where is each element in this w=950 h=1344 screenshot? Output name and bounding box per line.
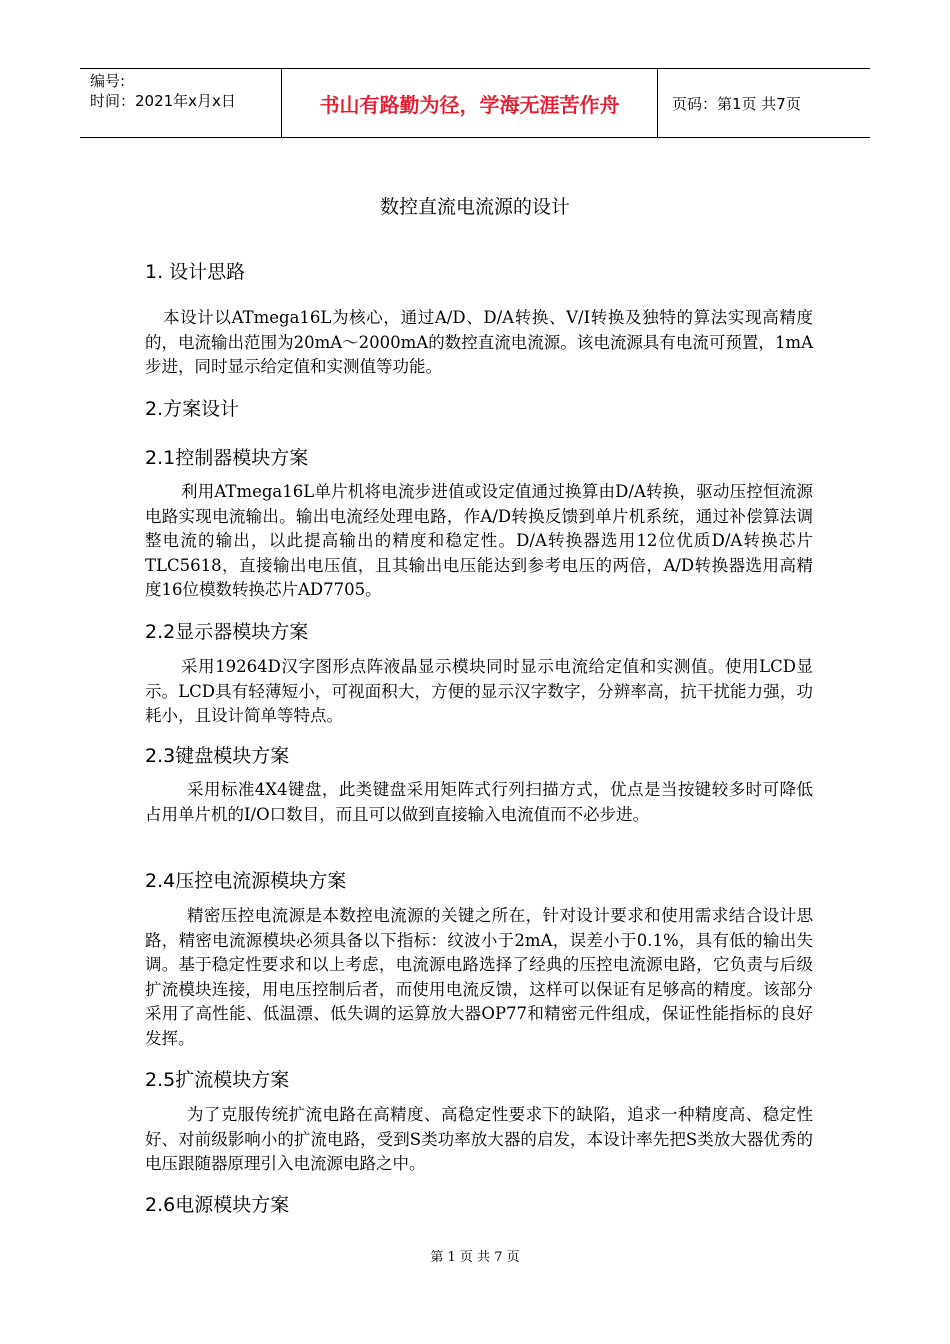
section-heading: 2.4压控电流源模块方案 (145, 870, 347, 892)
page-footer: 第 1 页 共 7 页 (430, 1250, 520, 1265)
section-heading: 2.3键盘模块方案 (145, 745, 290, 767)
section-paragraph: 精密压控电流源是本数控电流源的关键之所在，针对设计要求和使用需求结合设计思路，精密电流源模块必须具备以下指标：纹波小于2mA，误差小于0.1%，具有低的输出失调。基于稳定性要求和以上考虑，电流源电路选择了经典的压控电流源电路，它负责与后级扩流模块连接，用电压控制后者，而使用电流反馈，这样可以保证有足够高的精度。该部分采用了高性能、低温漂、低失调的运算放大器OP77和精密元件组成，保证性能指标的良好发挥。 (145, 906, 813, 1048)
page-label-text: 页码：第1页 共7页 (672, 94, 801, 113)
doc-title: 数控直流电流源的设计 (379, 196, 570, 218)
section-heading: 2.6电源模块方案 (145, 1194, 290, 1216)
section-heading: 2.1控制器模块方案 (145, 447, 309, 469)
section-paragraph: 采用19264D汉字图形点阵液晶显示模块同时显示电流给定值和实测值。使用LCD显示。LCD具有轻薄短小，可视面积大，方便的显示汉字数字，分辨率高，抗干扰能力强，功耗小，且设计简单等特点。 (145, 657, 813, 725)
page-label (666, 69, 870, 137)
section-paragraph: 为了克服传统扩流电路在高精度、高稳定性要求下的缺陷，追求一种精度高、稳定性好、对前级影响小的扩流电路，受到S类功率放大器的启发，本设计率先把S类放大器优秀的电压跟随器原理引入电流源电路之中。 (145, 1105, 813, 1173)
section-heading: 2.方案设计 (145, 398, 240, 420)
number-label: 编号: (90, 72, 126, 90)
header-left-cell (80, 69, 280, 137)
header-table (80, 68, 870, 138)
section-paragraph: 采用标准4X4键盘，此类键盘采用矩阵式行列扫描方式，优点是当按键较多时可降低占用单片机的I/O口数目，而且可以做到直接输入电流值而不必步进。 (145, 780, 813, 824)
section-paragraph: 本设计以ATmega16L为核心，通过A/D、D/A转换、V/I转换及独特的算法实现高精度的，电流输出范围为20mA～2000mA的数控直流电流源。该电流源具有电流可预置，1mA步进，同时显示给定值和实测值等功能。 (145, 308, 813, 376)
section-heading: 1. 设计思路 (145, 261, 246, 283)
section-paragraph: 利用ATmega16L单片机将电流步进值或设定值通过换算由D/A转换，驱动压控恒流源电路实现电流输出。输出电流经处理电路，作A/D转换反馈到单片机系统，通过补偿算法调整电流的输出，以此提高输出的精度和稳定性。D/A转换器选用12位优质D/A转换芯片 TLC5618，直接输出电压值，且其输出电压能达到参考电压的两倍，A/D转换器选用高精度16位模数转换芯片AD7705。 (145, 482, 830, 599)
motto: 书山有路勤为径，学海无涯苦作舟 (281, 69, 658, 137)
time-label: 时间：2021年x月x日 (90, 92, 236, 110)
section-heading: 2.5扩流模块方案 (145, 1069, 290, 1091)
section-heading: 2.2显示器模块方案 (145, 621, 309, 643)
